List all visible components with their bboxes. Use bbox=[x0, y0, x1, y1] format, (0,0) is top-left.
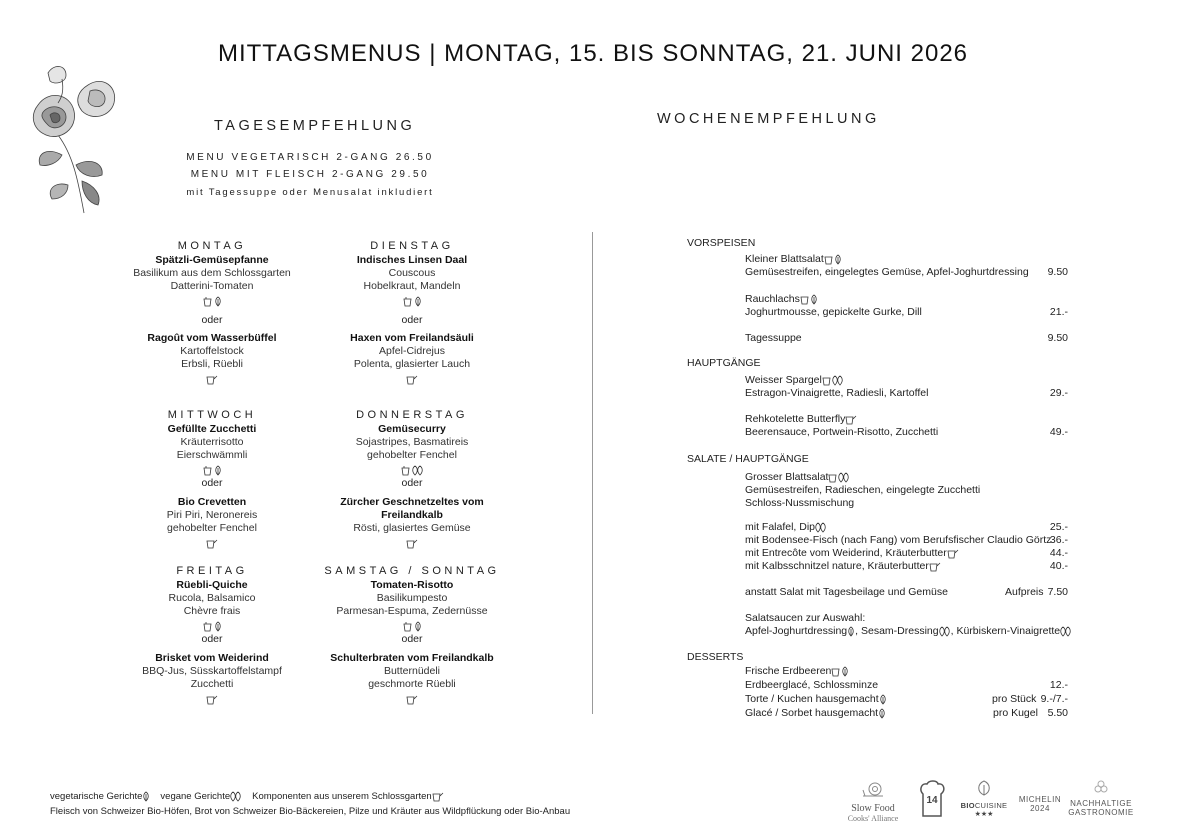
item-name: Grosser Blattsalat bbox=[745, 471, 829, 483]
day-block-samstag-sonntag bbox=[322, 565, 502, 706]
item-erdbeerglace: Erdbeerglacé, Schlossminze bbox=[745, 679, 879, 691]
dish-symbols bbox=[322, 294, 502, 308]
garden-icon bbox=[406, 694, 418, 705]
rose-illustration bbox=[18, 55, 126, 215]
day-label: DIENSTAG bbox=[370, 240, 454, 252]
veg-dish-name: Indisches Linsen Daal bbox=[356, 254, 468, 266]
slowfood-logo bbox=[840, 780, 906, 823]
category-salate: SALATE / HAUPTGÄNGE bbox=[687, 453, 809, 465]
meat-dish-name: Zürcher Geschnetzeltes vom Freilandkalb bbox=[340, 496, 484, 521]
menu-included-note: mit Tagessuppe oder Menusalat inkludiert bbox=[186, 187, 434, 198]
day-label: DONNERSTAG bbox=[356, 409, 468, 421]
item-grosser-blattsalat bbox=[745, 471, 850, 483]
item-name: Torte / Kuchen hausgemacht bbox=[745, 693, 879, 705]
garden-icon bbox=[401, 465, 411, 476]
garden-icon bbox=[203, 465, 213, 476]
item-price: 12.- bbox=[1049, 679, 1068, 691]
item-name: mit Kalbsschnitzel nature, Kräuterbutter bbox=[745, 560, 929, 572]
oder-separator: oder bbox=[401, 633, 423, 645]
meat-dish-desc: Polenta, glasierter Lauch bbox=[353, 358, 471, 370]
dish-symbols bbox=[122, 294, 302, 308]
dish-symbols bbox=[322, 372, 502, 386]
vegan-icon bbox=[412, 465, 424, 476]
meat-dish-name: Ragoût vom Wasserbüffel bbox=[147, 332, 277, 344]
day-label: FREITAG bbox=[176, 565, 248, 577]
category-hauptgaenge: HAUPTGÄNGE bbox=[687, 357, 761, 369]
veg-dish-desc: Basilikumpesto bbox=[376, 592, 448, 604]
item-price: 25.- bbox=[1049, 521, 1068, 533]
oder-separator: oder bbox=[201, 314, 223, 326]
nachhaltige-gastronomie-logo bbox=[1068, 780, 1134, 817]
meat-dish-name: Bio Crevetten bbox=[177, 496, 247, 508]
garden-icon bbox=[206, 374, 218, 385]
vegan-icon bbox=[832, 375, 844, 386]
meat-dish-name: Brisket vom Weiderind bbox=[155, 652, 269, 664]
legend-garden-label: Komponenten aus unserem Schlossgarten bbox=[252, 791, 432, 802]
garden-icon bbox=[406, 374, 418, 385]
gault-millau-logo bbox=[917, 780, 947, 820]
vegetarian-icon bbox=[834, 254, 842, 265]
item-glace-sorbet bbox=[745, 707, 886, 719]
day-block-donnerstag bbox=[322, 409, 502, 550]
item-bodensee-fisch: mit Bodensee-Fisch (nach Fang) vom Berufsfischer Claudio Görtz bbox=[745, 534, 1052, 546]
dish-symbols bbox=[322, 692, 502, 706]
wochenempfehlung-heading: WOCHENEMPFEHLUNG bbox=[657, 111, 880, 127]
veg-dish-desc: Chèvre frais bbox=[183, 605, 241, 617]
day-block-dienstag bbox=[322, 240, 502, 386]
garden-icon bbox=[206, 538, 218, 549]
vegan-icon bbox=[230, 791, 242, 802]
vegetarian-icon bbox=[214, 465, 222, 476]
item-name: Glacé / Sorbet hausgemacht bbox=[745, 707, 879, 719]
sauce-option: Kürbiskern-Vinaigrette bbox=[956, 625, 1061, 637]
garden-icon bbox=[406, 538, 418, 549]
item-desc: Schloss-Nussmischung bbox=[745, 497, 855, 509]
item-anstatt-salat: anstatt Salat mit Tagesbeilage und Gemüse bbox=[745, 586, 948, 598]
dish-symbols bbox=[322, 463, 502, 477]
veg-dish-desc: Kräuterrisotto bbox=[180, 436, 244, 448]
dish-symbols bbox=[122, 692, 302, 706]
category-desserts: DESSERTS bbox=[687, 651, 744, 663]
michelin-year: 2024 bbox=[1030, 804, 1050, 813]
oder-separator: oder bbox=[401, 477, 423, 489]
item-price: 9.-/7.- bbox=[1040, 693, 1068, 705]
item-name: Kleiner Blattsalat bbox=[745, 253, 824, 265]
garden-icon bbox=[403, 296, 413, 307]
item-price: 29.- bbox=[1049, 387, 1068, 399]
biocuisine-stars: ★★★ bbox=[974, 811, 994, 818]
item-frische-erdbeeren bbox=[745, 665, 849, 677]
meat-dish-desc: Zucchetti bbox=[190, 678, 234, 690]
vegetarian-icon bbox=[214, 296, 222, 307]
vegetarian-icon bbox=[847, 626, 855, 637]
tagesempfehlung-heading: TAGESEMPFEHLUNG bbox=[214, 118, 416, 134]
vegan-icon bbox=[1060, 626, 1072, 637]
bio-leaf-icon bbox=[975, 780, 993, 796]
dish-symbols bbox=[122, 372, 302, 386]
garden-icon bbox=[800, 294, 810, 305]
vegetarian-icon bbox=[841, 666, 849, 677]
meat-dish-desc: Apfel-Cidrejus bbox=[379, 345, 445, 357]
garden-icon bbox=[203, 296, 213, 307]
slowfood-name: Slow Food bbox=[851, 803, 895, 814]
vegetarian-icon bbox=[142, 791, 150, 802]
menu-veg-price: MENU VEGETARISCH 2-GANG 26.50 bbox=[186, 152, 434, 163]
veg-dish-name: Tomaten-Risotto bbox=[370, 579, 454, 591]
legend-vegetarian-label: vegetarische Gerichte bbox=[50, 791, 143, 802]
item-price: 9.50 bbox=[1047, 266, 1068, 278]
item-name: mit Entrecôte vom Weiderind, Kräuterbutter bbox=[745, 547, 947, 559]
item-qualifier: pro Kugel bbox=[993, 707, 1038, 719]
dish-symbols bbox=[122, 619, 302, 633]
item-price: 7.50 bbox=[1047, 586, 1068, 598]
day-block-mittwoch bbox=[122, 409, 302, 550]
veg-dish-desc: Sojastripes, Basmatireis bbox=[355, 436, 469, 448]
vegetarian-icon bbox=[879, 694, 887, 705]
item-weisser-spargel bbox=[745, 374, 844, 386]
sauce-option: Sesam-Dressing bbox=[860, 625, 939, 637]
michelin-name: MICHELIN bbox=[1018, 795, 1062, 804]
vegan-icon bbox=[815, 522, 827, 533]
item-torte bbox=[745, 693, 887, 705]
item-desc: Beerensauce, Portwein-Risotto, Zucchetti bbox=[745, 426, 939, 438]
salatsaucen-title: Salatsaucen zur Auswahl: bbox=[745, 612, 866, 624]
nachhaltige-line2: GASTRONOMIE bbox=[1068, 808, 1134, 817]
day-block-montag bbox=[122, 240, 302, 386]
dish-symbols bbox=[322, 619, 502, 633]
veg-dish-name: Gefüllte Zucchetti bbox=[167, 423, 257, 435]
garden-icon bbox=[828, 472, 838, 483]
veg-dish-desc: Eierschwämmli bbox=[176, 449, 248, 461]
veg-dish-name: Spätzli-Gemüsepfanne bbox=[155, 254, 269, 266]
gault-millau-points: 14 bbox=[926, 795, 938, 806]
item-name: Rauchlachs bbox=[745, 293, 800, 305]
dish-symbols bbox=[122, 536, 302, 550]
item-price: 9.50 bbox=[1047, 332, 1068, 344]
item-desc: Estragon-Vinaigrette, Radiesli, Kartoffel bbox=[745, 387, 929, 399]
garden-icon bbox=[929, 561, 941, 572]
item-desc: Gemüsestreifen, eingelegtes Gemüse, Apfel-Joghurtdressing bbox=[745, 266, 1029, 278]
vegan-icon bbox=[838, 472, 850, 483]
item-qualifier: pro Stück bbox=[992, 693, 1037, 705]
garden-icon bbox=[206, 694, 218, 705]
symbol-legend bbox=[50, 791, 444, 802]
vegetarian-icon bbox=[214, 621, 222, 632]
item-price: 40.- bbox=[1049, 560, 1068, 572]
item-rauchlachs bbox=[745, 293, 818, 305]
oder-separator: oder bbox=[201, 633, 223, 645]
vegetarian-icon bbox=[810, 294, 818, 305]
item-price: 44.- bbox=[1049, 547, 1068, 559]
item-name: Rehkotelette Butterfly bbox=[745, 413, 846, 425]
vegetarian-icon bbox=[878, 708, 886, 719]
clover-icon bbox=[1094, 780, 1108, 794]
meat-dish-desc: Erbsli, Rüebli bbox=[181, 358, 243, 370]
legend-vegan-label: vegane Gerichte bbox=[160, 791, 231, 802]
meat-dish-name: Haxen vom Freilandsäuli bbox=[350, 332, 474, 344]
origin-note: Fleisch von Schweizer Bio-Höfen, Brot von Schweizer Bio-Bäckereien, Pilze und Kräuter aus Wildpflückung oder Bio-Anbau bbox=[50, 806, 571, 817]
vegan-icon bbox=[939, 626, 951, 637]
day-label: SAMSTAG / SONNTAG bbox=[324, 565, 500, 577]
garden-icon bbox=[403, 621, 413, 632]
veg-dish-name: Gemüsecurry bbox=[378, 423, 446, 435]
oder-separator: oder bbox=[401, 314, 423, 326]
vegetarian-icon bbox=[414, 621, 422, 632]
meat-dish-desc: Piri Piri, Neronereis bbox=[166, 509, 258, 521]
meat-dish-desc: Rösti, glasiertes Gemüse bbox=[353, 522, 471, 534]
biocuisine-text: CUISINE bbox=[974, 801, 1008, 810]
veg-dish-desc: Basilikum aus dem Schlossgarten bbox=[133, 267, 291, 279]
snail-icon bbox=[861, 780, 885, 798]
veg-dish-desc: Couscous bbox=[388, 267, 436, 279]
day-label: MONTAG bbox=[177, 240, 247, 252]
item-entrecote bbox=[745, 547, 959, 559]
dish-symbols bbox=[122, 463, 302, 477]
garden-icon bbox=[845, 414, 857, 425]
item-rehkotelette bbox=[745, 413, 857, 425]
veg-dish-desc: Hobelkraut, Mandeln bbox=[363, 280, 461, 292]
veg-dish-name: Rüebli-Quiche bbox=[176, 579, 248, 591]
page-title: MITTAGSMENUS | MONTAG, 15. BIS SONNTAG, 21. JUNI 2026 bbox=[217, 40, 969, 67]
meat-dish-desc: Kartoffelstock bbox=[180, 345, 244, 357]
michelin-logo bbox=[1015, 795, 1065, 813]
biocuisine-bio: BIO bbox=[960, 801, 975, 810]
column-divider bbox=[592, 232, 593, 714]
garden-icon bbox=[824, 254, 834, 265]
garden-icon bbox=[822, 375, 832, 386]
veg-dish-desc: gehobelter Fenchel bbox=[367, 449, 457, 461]
veg-dish-desc: Rucola, Balsamico bbox=[168, 592, 256, 604]
item-tagessuppe: Tagessuppe bbox=[745, 332, 802, 344]
meat-dish-desc: Butternüdeli bbox=[383, 665, 441, 677]
item-price: 5.50 bbox=[1047, 707, 1068, 719]
garden-icon bbox=[203, 621, 213, 632]
meat-dish-desc: geschmorte Rüebli bbox=[368, 678, 456, 690]
slowfood-sub: Cooks' Alliance bbox=[847, 814, 899, 823]
dish-symbols bbox=[322, 536, 502, 550]
item-name: Weisser Spargel bbox=[745, 374, 822, 386]
day-block-freitag bbox=[122, 565, 302, 706]
meat-dish-desc: BBQ-Jus, Süsskartoffelstampf bbox=[142, 665, 282, 677]
item-name: Frische Erdbeeren bbox=[745, 665, 832, 677]
day-label: MITTWOCH bbox=[167, 409, 257, 421]
item-kalbsschnitzel bbox=[745, 560, 941, 572]
vegetarian-icon bbox=[414, 296, 422, 307]
salatsaucen-list: Apfel-Joghurtdressing , Sesam-Dressing , Kürbiskern-Vinaigrette bbox=[745, 625, 1072, 637]
biocuisine-logo bbox=[960, 780, 1008, 818]
nachhaltige-line1: NACHHALTIGE bbox=[1070, 799, 1132, 808]
item-price: 49.- bbox=[1049, 426, 1068, 438]
garden-icon bbox=[432, 791, 444, 802]
item-desc: Gemüsestreifen, Radieschen, eingelegte Zucchetti bbox=[745, 484, 981, 496]
garden-icon bbox=[831, 666, 841, 677]
garden-icon bbox=[947, 548, 959, 559]
meat-dish-desc: gehobelter Fenchel bbox=[167, 522, 257, 534]
sauce-option: Apfel-Joghurtdressing bbox=[745, 625, 848, 637]
item-desc: Joghurtmousse, gepickelte Gurke, Dill bbox=[745, 306, 922, 318]
item-price: 36.- bbox=[1049, 534, 1068, 546]
item-price: 21.- bbox=[1049, 306, 1068, 318]
oder-separator: oder bbox=[201, 477, 223, 489]
menu-meat-price: MENU MIT FLEISCH 2-GANG 29.50 bbox=[190, 169, 430, 180]
item-falafel bbox=[745, 521, 827, 533]
veg-dish-desc: Parmesan-Espuma, Zedernüsse bbox=[336, 605, 488, 617]
item-qualifier: Aufpreis bbox=[1005, 586, 1044, 598]
veg-dish-desc: Datterini-Tomaten bbox=[170, 280, 254, 292]
item-name: mit Falafel, Dip bbox=[745, 521, 816, 533]
category-vorspeisen: VORSPEISEN bbox=[687, 237, 756, 249]
meat-dish-name: Schulterbraten vom Freilandkalb bbox=[330, 652, 494, 664]
item-kleiner-blattsalat bbox=[745, 253, 842, 265]
